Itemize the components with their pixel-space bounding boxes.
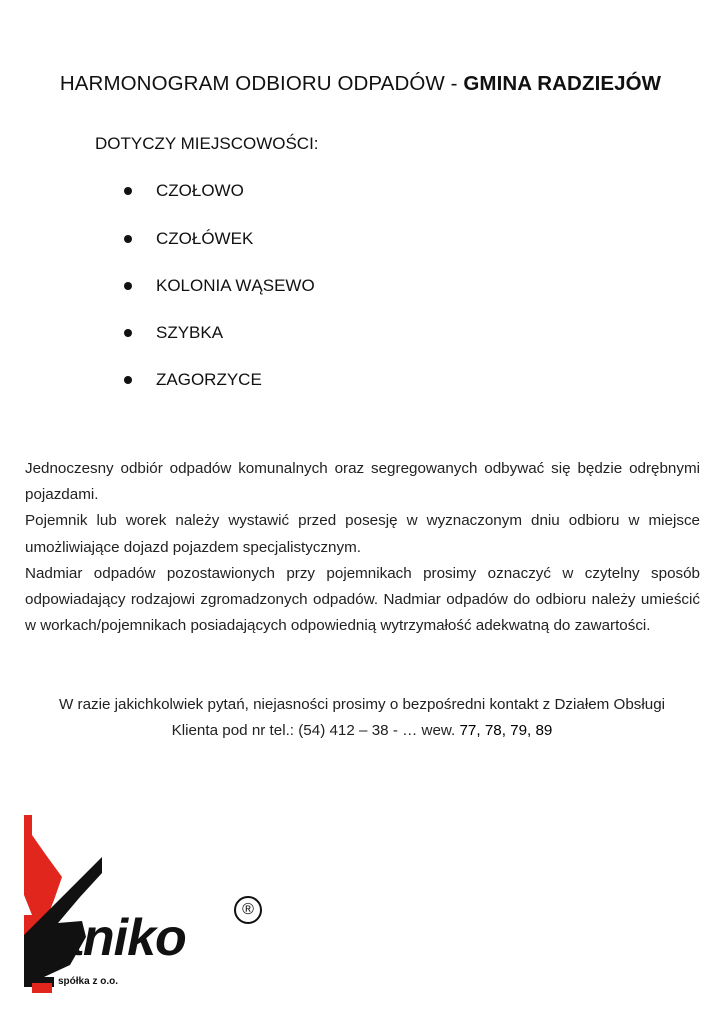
bullet-icon [124,282,132,290]
bullet-icon [124,376,132,384]
bullet-icon [124,187,132,195]
list-item [124,275,315,297]
title-normal: HARMONOGRAM ODBIORU ODPADÓW - [59,72,464,95]
title-bold: GMINA RADZIEJÓW [463,72,662,95]
contact-info [20,692,704,744]
location-name: KOLONIA WĄSEWO [156,276,315,295]
logo-subtitle: spółka z o.o. [58,976,119,987]
bullet-icon [124,329,132,337]
location-name: CZOŁÓWEK [156,229,254,248]
location-name: ZAGORZYCE [156,370,262,389]
list-item [124,369,262,391]
list-item [124,322,223,344]
contact-extensions: 77, 78, 79, 89 [459,722,553,740]
contact-phone: Klienta pod nr tel.: (54) 412 – 38 - … wew. [171,722,460,740]
location-name: SZYBKA [156,323,224,342]
list-item [124,180,244,202]
contact-line-2 [20,718,704,744]
logo-red-base [32,983,52,993]
logo-wordmark: aniko [55,909,186,967]
contact-line-1: W razie jakichkolwiek pytań, niejasności prosimy o bezpośredni kontakt z Działem Obsługi [58,696,666,713]
bullet-icon [124,235,132,243]
paragraph-container-placement: Pojemnik lub worek należy wystawić przed posesję w wyznaczonym dniu odbioru w miejsce umożliwiające dojazd pojazdem specjalistycznym. [25,512,700,556]
registered-mark: ® [234,896,262,924]
instructions-text [25,456,700,639]
paragraph-separate-collection: Jednoczesny odbiór odpadów komunalnych oraz segregowanych odbywać się będzie odrębnymi pojazdami. [25,460,700,504]
location-name: CZOŁOWO [156,181,244,200]
paragraph-excess-waste: Nadmiar odpadów pozostawionych przy pojemnikach prosimy oznaczyć w czytelny sposób odpowiadający rodzajowi zgromadzonych odpadów. Nadmiar odpadów do odbioru należy umieścić w workach/pojemnikach posiadających odpowiednią wytrzymałość adekwatną do zawartości. [25,564,700,635]
locations-heading: DOTYCZY MIEJSCOWOŚCI: [95,134,319,153]
list-item [124,228,253,250]
page-title [0,72,721,96]
